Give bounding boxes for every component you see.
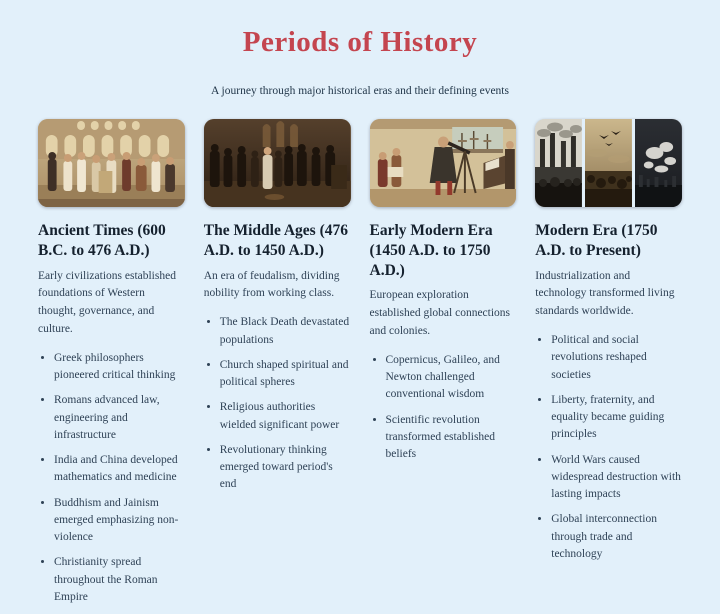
- era-description: European exploration established global connections and colonies.: [369, 289, 511, 338]
- era-bullet: • Global interconnection through trade and technology: [551, 511, 682, 563]
- era-image: [370, 119, 517, 207]
- industry-panel: [535, 119, 582, 207]
- era-bullet: • Revolutionary thinking emerged toward period's end: [220, 442, 351, 494]
- era-bullet: • Political and social revolutions reshaped societies: [551, 332, 682, 384]
- page-title: Periods of History: [242, 26, 478, 58]
- era-column: [535, 119, 682, 614]
- era-bullet-list: [535, 332, 682, 563]
- era-bullet-list: [370, 352, 517, 464]
- era-bullet: • Buddhism and Jainism emerged emphasizing non-violence: [54, 495, 185, 547]
- era-heading: Modern Era (1750 A.D. to Present): [535, 222, 658, 259]
- era-bullet: • World Wars caused widespread destruction with lasting impacts: [551, 452, 682, 504]
- era-heading: Early Modern Era (1450 A.D. to 1750 A.D.): [369, 222, 493, 279]
- era-image: [204, 119, 351, 207]
- era-bullet: • India and China developed mathematics and medicine: [54, 452, 185, 487]
- era-bullet-list: [204, 314, 351, 493]
- era-image: [535, 119, 682, 207]
- medieval-church-painting: [204, 119, 351, 207]
- era-bullet: • Church shaped spiritual and political spheres: [220, 357, 351, 392]
- era-bullet: • Scientific revolution transformed established beliefs: [386, 412, 517, 464]
- industry-war-globe-triptych: [535, 119, 682, 207]
- era-columns: [0, 119, 720, 614]
- era-description: Industrialization and technology transformed living standards worldwide.: [535, 269, 675, 318]
- era-image: [38, 119, 185, 207]
- era-column: [38, 119, 185, 614]
- era-description: An era of feudalism, dividing nobility from working class.: [203, 269, 340, 300]
- era-bullet: • The Black Death devastated populations: [220, 314, 351, 349]
- era-bullet: • Liberty, fraternity, and equality became guiding principles: [551, 392, 682, 444]
- era-bullet: • Copernicus, Galileo, and Newton challenged conventional wisdom: [386, 352, 517, 404]
- era-description: Early civilizations established foundations of Western thought, governance, and culture.: [38, 269, 176, 336]
- era-bullet: • Greek philosophers pioneered critical thinking: [54, 350, 185, 385]
- era-heading: Ancient Times (600 B.C. to 476 A.D.): [38, 222, 166, 259]
- globe-panel: [635, 119, 682, 207]
- era-bullet: • Religious authorities wielded significant power: [220, 399, 351, 434]
- era-bullet: • Romans advanced law, engineering and infrastructure: [54, 392, 185, 444]
- astronomer-telescope-painting: [370, 119, 517, 207]
- era-column: [204, 119, 351, 614]
- era-bullet-list: [38, 350, 185, 606]
- era-column: [370, 119, 517, 614]
- war-panel: [585, 119, 632, 207]
- era-bullet: • Christianity spread throughout the Roman Empire: [54, 554, 185, 606]
- page-subtitle: A journey through major historical eras and their defining events: [211, 85, 509, 97]
- ancient-civilization-painting: [38, 119, 185, 207]
- era-heading: The Middle Ages (476 A.D. to 1450 A.D.): [203, 222, 348, 259]
